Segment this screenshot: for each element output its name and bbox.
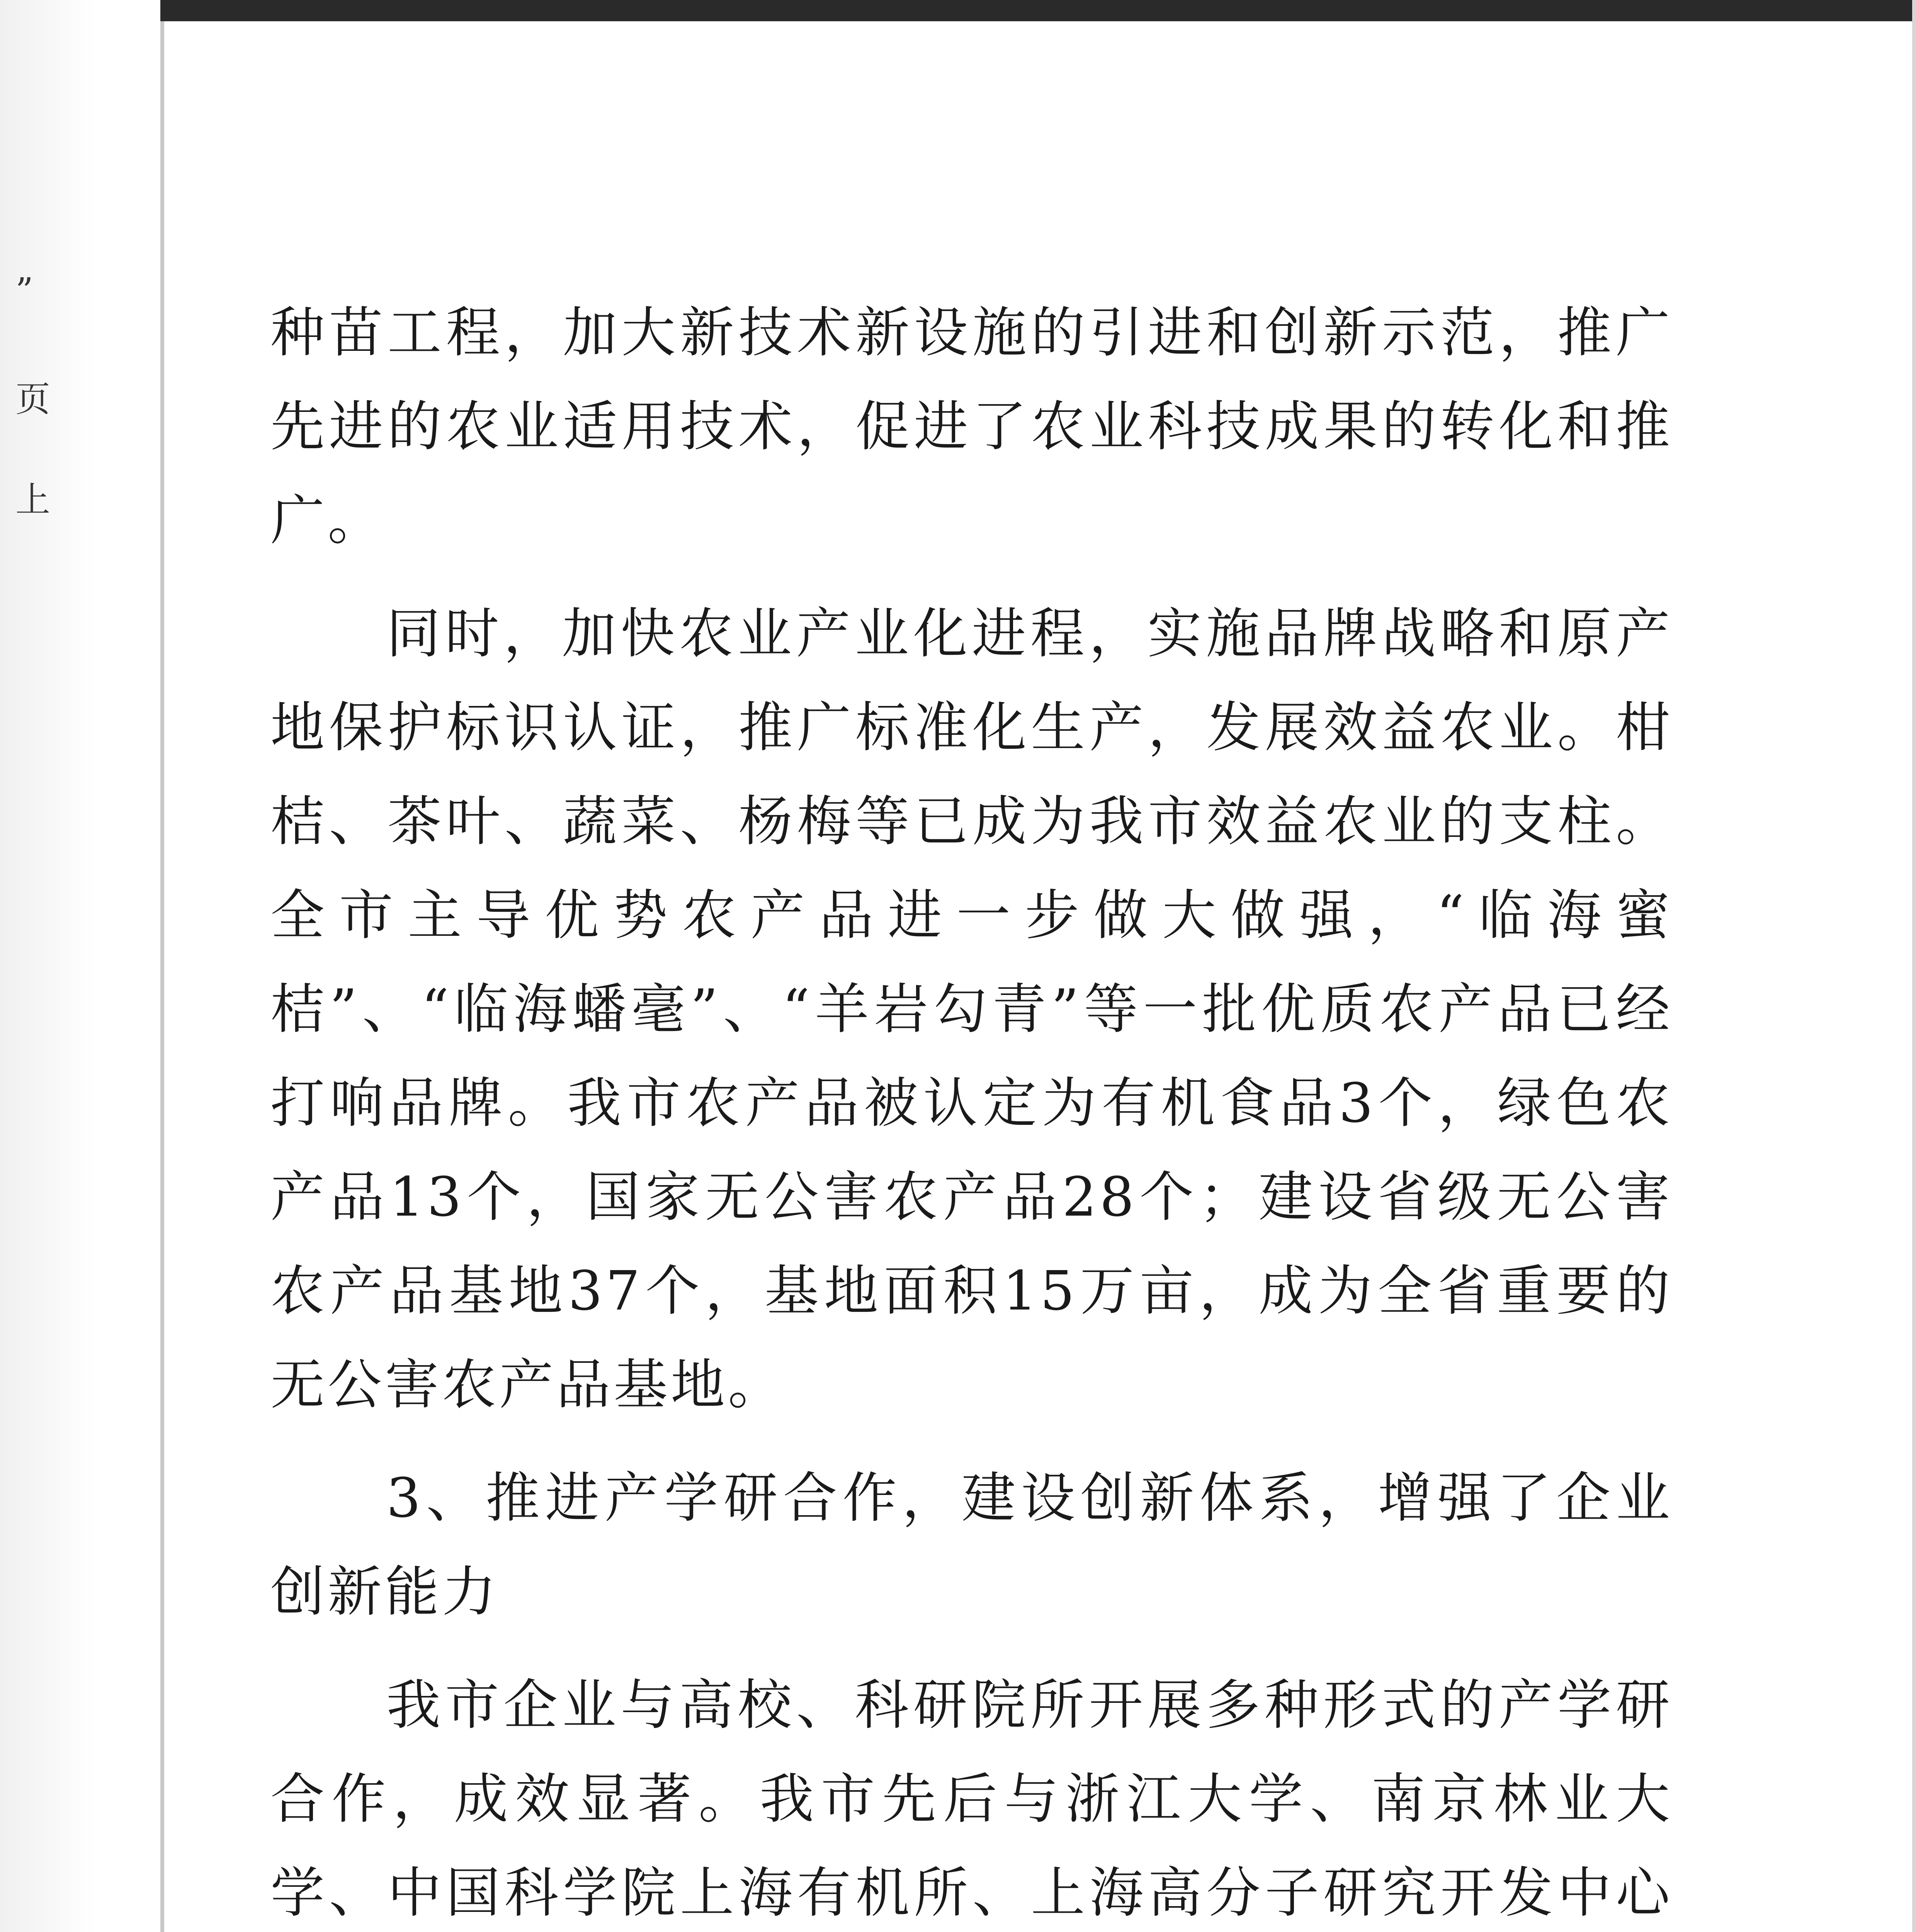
- binding-edge: [160, 0, 164, 1932]
- scan-top-border: [160, 0, 1916, 21]
- paragraph-brand-strategy: 同时，加快农业产业化进程，实施品牌战略和原产地保护标识认证，推广标准化生产，发展效益农业。柑桔、茶叶、蔬菜、杨梅等已成为我市效益农业的支柱。全市主导优势农产品进一步做大做强，“临海蜜桔”、“临海蟠毫”、“羊岩勾青”等一批优质农产品已经打响品牌。我市农产品被认定为有机食品3个，绿色农产品13个，国家无公害农产品28个；建设省级无公害农产品基地37个，基地面积15万亩，成为全省重要的无公害农产品基地。: [270, 602, 1673, 1417]
- margin-mark-page: 页: [15, 379, 50, 420]
- scan-right-border: [1912, 0, 1916, 1932]
- margin-mark-quote: ”: [15, 270, 34, 311]
- document-body: [270, 286, 1673, 1932]
- paragraph-continuation: 种苗工程，加大新技术新设施的引进和创新示范，推广先进的农业适用技术，促进了农业科技成果的转化和推广。: [270, 301, 1673, 552]
- margin-mark-up: 上: [15, 480, 50, 520]
- paragraph-industry-academia: 我市企业与高校、科研院所开展多种形式的产学研合作，成效显著。我市先后与浙江大学、南京林业大学、中国科学院上海有机所、上海高分子研究开发中心: [270, 1674, 1673, 1925]
- section-heading-3: 3、推进产学研合作，建设创新体系，增强了企业创新能力: [270, 1467, 1673, 1624]
